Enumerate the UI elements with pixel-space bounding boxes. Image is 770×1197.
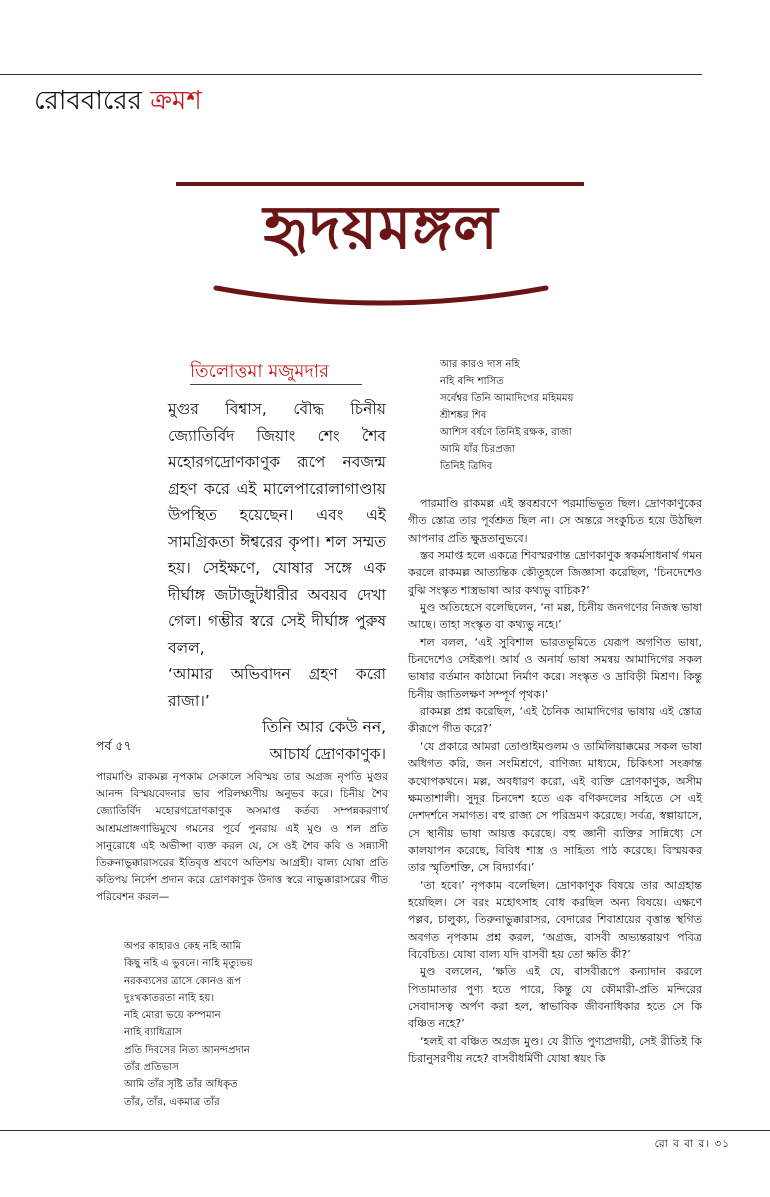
title-logo (176, 180, 586, 310)
left-verse (124, 938, 253, 1111)
intro-sig-line2: আচার্য দ্রোণকাণুক। (269, 744, 386, 763)
body-paragraph: ‘হলই বা বঞ্চিত অগ্রজ মুণ্ড। যে রীতি পুণ্যপ্রদায়ী, সেই রীতিই কি চিরানুসরণীয় নহে? বাসবীধর্মিণী যোষা স্বয়ং কি (408, 1034, 702, 1065)
intro-sig-line1: তিনি আর কেউ নন, (262, 718, 386, 736)
verse-line: আর কারও দাস নহি (440, 359, 520, 370)
author-underline (190, 384, 362, 385)
section-header (34, 80, 202, 124)
section-header-plain: রোববারের (34, 86, 151, 116)
logo-flourish-icon (176, 180, 586, 310)
verse-line: নরকব্যসের ত্রাসে কোনও রূপ (124, 975, 241, 987)
body-paragraph: রাকমল্ল প্রশ্ন করেছিল, ‘এই চৈনিক আমাদিগের ভাষায় এই স্তোত্র কীরূপে গীত করে?’ (408, 705, 702, 736)
left-body (96, 769, 388, 907)
body-paragraph: ‘তা হবে।’ নৃপকাম বলেছিল। দ্রোণকাণুক বিষয়ে তার আগ্রহান্ত হয়েছিল। সে বরং মহোৎসাহ বোধ করছিল অন্য বিষয়ে। এক্ষণে পল্লব, চালুক্য, তিরুনাভুক্কারাসর, বেদারের শিবাশ্রয়ের বৃত্তান্ত স্থগিত অবগত নৃপকাম প্রশ্ন করল, ‘অগ্রজ, বাসবী অভ্যন্তরায়ণ পবিত্র বিবেচিত। যোষা বাল্য যদি বাসবী হয় তো ক্ষতি কী?’ (408, 878, 702, 961)
verse-line: আশিস বর্ষণে তিনিই রক্ষক, রাজা (440, 427, 572, 438)
verse-line: আমি যাঁর চিরপ্রজা (440, 444, 516, 455)
verse-line: তিনিই ত্রিদিব (440, 461, 493, 472)
bottom-rule (0, 1130, 770, 1131)
body-paragraph: পারমাণ্ডি রাকমল্ল এই স্তবশ্রবণে পরমাভিভূত ছিল। দ্রোণকাণুকের গীত স্তোত্র তার পূর্বশ্রুত ছিল না। সে অন্তরে সংকুচিত হয়ে উঠছিল আপনার প্রতি ক্ষুদ্রতানুভবে। (408, 497, 702, 545)
verse-line: নহি মোরা ভয়ে কম্পমান (124, 1010, 221, 1022)
intro-paragraph: মুগুর বিশ্বাস, বৌদ্ধ চিনীয় জ্যোতির্বিদ জিয়াং শেং শৈব মহোরগদ্রোণকাণুক রূপে নবজন্ম গ্রহণ করে এই মালেপারোলাগাণ্ডায় উপস্থিত হয়েছেন। এবং এই সামগ্রিকতা ঈশ্বরের কৃপা। শল সম্মত হয়। সেইক্ষণে, যোষার সঙ্গে এক দীর্ঘাঙ্গ জটাজুটধারীর অবয়ব দেখা গেল। গম্ভীর স্বরে সেই দীর্ঘাঙ্গ পুরুষ বলল, (168, 400, 386, 657)
intro-block (168, 396, 386, 767)
verse-line: সর্বেশ্বর তিনি আমাদিগের মহিমময় (440, 393, 574, 404)
body-paragraph: মুণ্ড বললেন, ‘ক্ষতি এই যে, বাসবীরূপে কন্যাদান করলে পিতামাতার পুণ্য হতে পারে, কিন্তু যে কৌমারী-প্রতি মন্দিরের সেবাদাসত্ব অর্পণ করা হল, স্বাভাবিক জীবনাধিকার হতে সে কি বঞ্চিত নহে?’ (408, 965, 702, 1031)
verse-line: নহি বন্দি শাসিত (440, 376, 504, 387)
right-verse (440, 356, 574, 475)
section-header-accent: ক্রমশ (150, 86, 202, 116)
body-paragraph: ‘যে প্রকারে আমরা তোণ্ডাইমণ্ডলম ও তামিলিয়াক্কমের সকল ভাষা অধিগত করি, জন সংমিশ্রণে, বাণিজ্য মাধ্যমে, চিকিৎসা সংক্রান্ত কথোপকথনে। মল্ল, অবধারণ করো, এই ব্যক্তি দ্রোণকাণুক, অসীম ক্ষমতাশালী। সুদূর চিনদেশ হতে এক বণিকদলের সহিতে সে এই দেশদর্শনে সমাগত। বহু রাজ্য সে পরিভ্রমণ করেছে। সর্বত্র, স্বল্পায়াসে, সে স্থানীয় ভাষা আয়ত্ত করেছে। বহু জ্ঞানী ব্যক্তির সান্নিধ্যে সে কালযাপন করেছে, বিবিধ শাস্ত্র ও সাহিত্য পাঠ করেছে। বিস্ময়কর তার স্মৃতিশক্তি, সে বিদ্যার্ণব।’ (408, 739, 702, 875)
author-name: তিলোত্তমা মজুমদার (190, 361, 330, 382)
right-body (408, 495, 702, 1067)
body-paragraph: পারমাণ্ডি রাকমল্ল নৃপকাম সেকালে সবিস্ময় তার অগ্রজ নৃপতি মুগুর আনন্দ বিস্ময়বেদনার ভাব পরিলক্ষ্যণীয় অনুভব করে। চিনীয় শৈব জ্যোতির্বিদ মহোরগদ্রোণকাণুক অসমাপ্ত কর্তব্য সম্পন্নকরণার্থ আশ্রমপ্রাঙ্গণাভিমুখে গমনের পূর্বে পুনরায় এই মুণ্ড ও শল প্রতি সানুরোধে এই অভীপ্সা ব্যক্ত করল যে, সে ওই শৈব কবি ও সন্ন্যাসী তিরুনাভুক্কারাসরের ইতিবৃত্ত শ্রবণে অতিশয় আগ্রহী। বাল্য যোষা প্রতি কতিপয় নির্দেশ প্রদান করে দ্রোণকাণুক উদাত্ত স্বরে নাভুক্কারাসরের গীত পরিবেশন করল— (96, 771, 388, 904)
top-rule (0, 74, 702, 75)
verse-line: অপর কাহারও কেহ নহি আমি (124, 941, 242, 952)
body-paragraph: মুণ্ড অতিহেসে বলেছিলেন, ‘না মল্ল, চিনীয় জনগণের নিজস্ব ভাষা আছে। তাহা সংস্কৃত বা কথ্যভু নহে।’ (408, 601, 702, 632)
verse-line: নাহি ব্যাধিত্রাস (124, 1027, 182, 1039)
verse-line: তাঁর প্রতিভাস (124, 1062, 179, 1074)
body-paragraph: স্তব সমাপ্ত হলে একত্রে শিবস্মরণান্ত দ্রোণকাণুক স্বকর্মসাধনার্থ গমন করলে রাকমল্ল আত্যন্তিক কৌতূহলে জিজ্ঞাসা করেছিল, ‘চিনদেশেও বুঝি সংস্কৃত শাস্ত্রভাষা আর কথ্যভু বাচিক?’ (408, 549, 702, 597)
verse-line: কিছু নহি এ ভুবনে। নাহি মৃত্যুভয় (124, 958, 253, 970)
verse-line: তাঁর, তাঁর, একমাত্র তাঁর (124, 1096, 220, 1108)
verse-line: প্রতি দিবসের নিত্য আনন্দপ্রদান (124, 1044, 250, 1056)
title-logo-text: হৃদয়মঙ্গল (263, 193, 499, 263)
episode-label: পর্ব ৫৭ (96, 738, 132, 753)
body-paragraph: শল বলল, ‘এই সুবিশাল ভারতভূমিতে যেরূপ অগণিত ভাষা, চিনদেশেও সেইরূপ। আর্য ও অনার্য ভাষা সমন্বয় আমাদিগের সকল ভাষার বর্তমান কাঠামো নির্মাণ করে। সংস্কৃত ও দ্রাবিড়ী মিশ্রণ। কিন্তু চিনীয় জাতিলক্ষণ সম্পূর্ণ পৃথক।’ (408, 635, 702, 701)
verse-line: দুঃখকাতরতা নাহি হয়। (124, 992, 215, 1004)
verse-line: আমি তাঁর সৃষ্টি তাঁর অধিকৃত (124, 1079, 238, 1091)
page-footer: রো ব বা র। ৩১ (654, 1138, 730, 1150)
intro-quote: ‘আমার অভিবাদন গ্রহণ করো রাজা।’ (168, 665, 386, 710)
verse-line: শ্রীশঙ্কর শিব (440, 410, 487, 421)
